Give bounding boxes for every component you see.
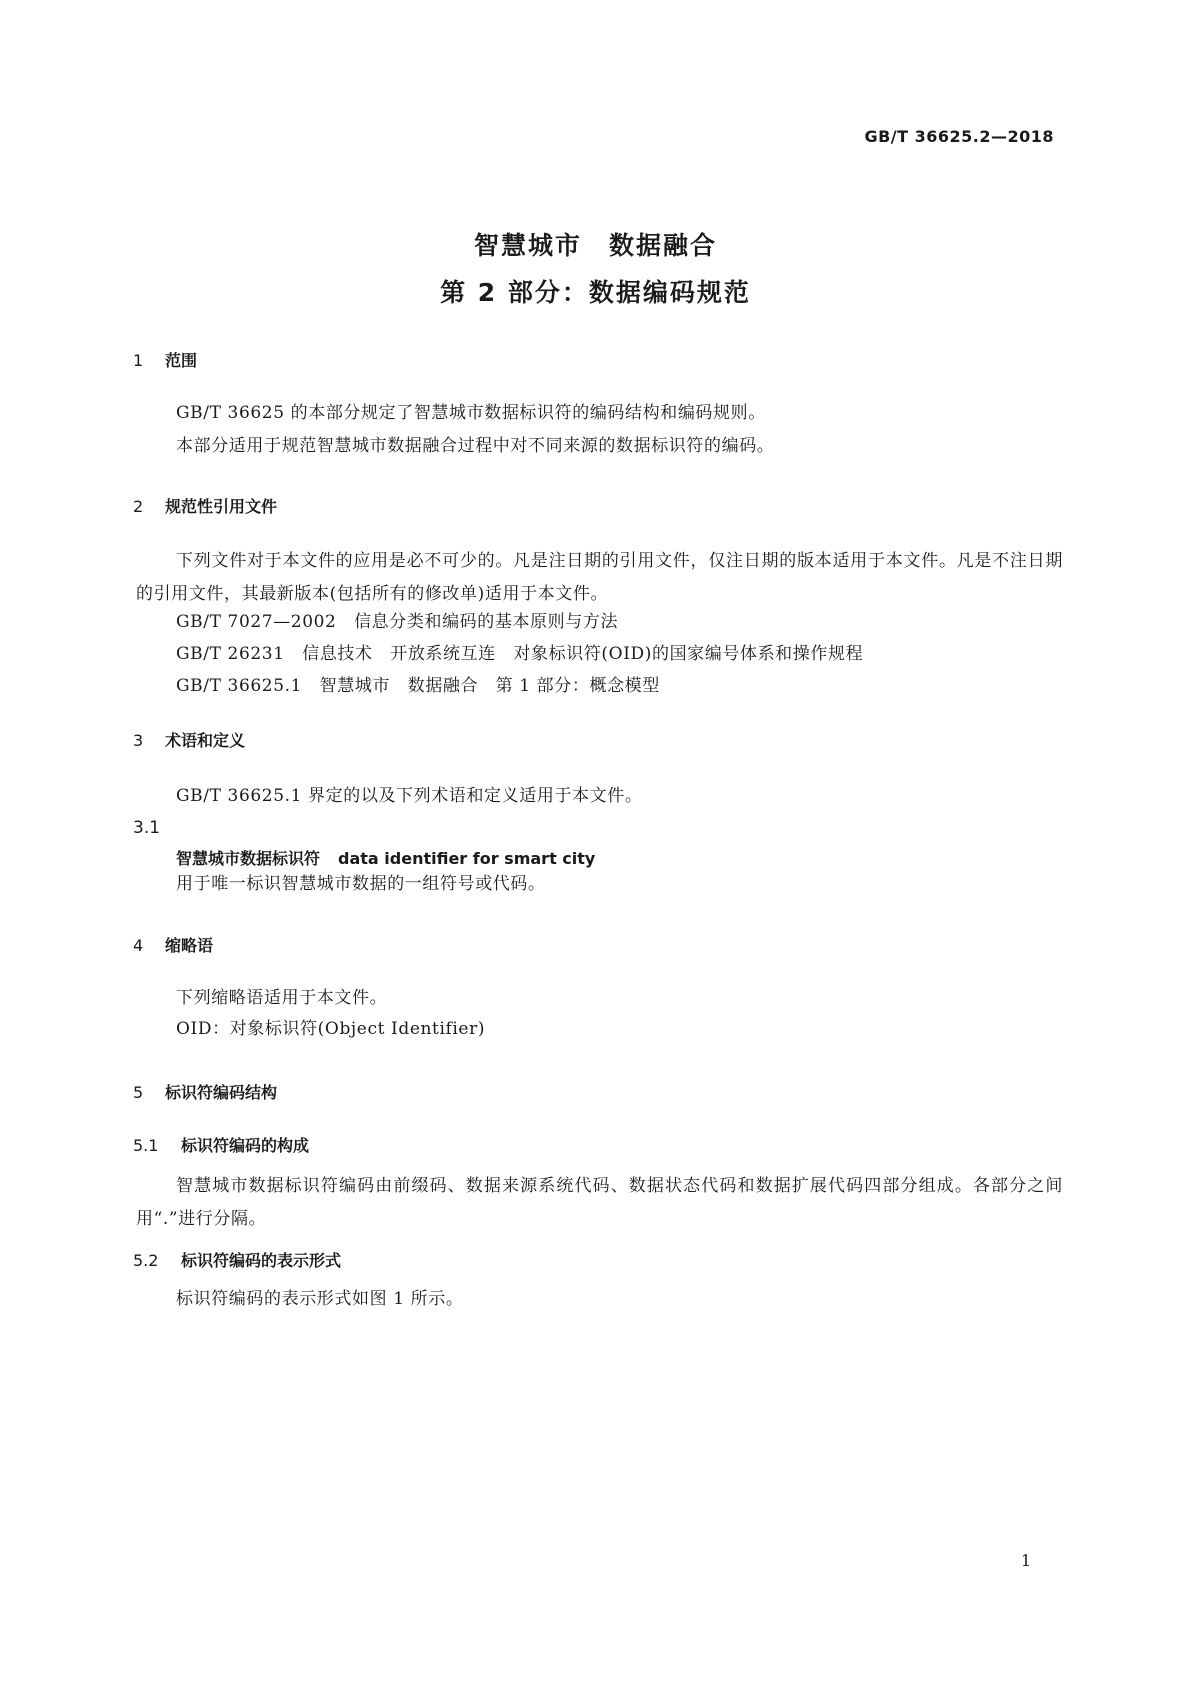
section-1-paragraph-2: 本部分适用于规范智慧城市数据融合过程中对不同来源的数据标识符的编码。 [176,436,775,456]
term-chinese: 智慧城市数据标识符 [176,849,321,868]
section-1-paragraph-1: GB/T 36625 的本部分规定了智慧城市数据标识符的编码结构和编码规则。 [176,403,766,423]
section-title: 缩略语 [165,936,214,955]
section-5-1-heading [133,1133,309,1156]
abbreviation-oid: OID：对象标识符(Object Identifier) [176,1019,486,1039]
section-number: 3 [133,731,144,750]
section-5-1-paragraph: 智慧城市数据标识符编码由前缀码、数据来源系统代码、数据状态代码和数据扩展代码四部分组成。各部分之间用“.”进行分隔。 [136,1176,1063,1229]
section-4-heading [133,933,213,956]
subsection-number: 5.2 [133,1251,159,1270]
section-5-2-paragraph: 标识符编码的表示形式如图 1 所示。 [176,1289,464,1309]
term-definition: 用于唯一标识智慧城市数据的一组符号或代码。 [176,874,546,894]
page-number: 1 [1020,1551,1031,1570]
section-2-heading [133,494,277,517]
standard-number: GB/T 36625.2—2018 [864,127,1054,146]
section-title: 规范性引用文件 [165,497,278,516]
term-entry [176,846,595,869]
section-number: 2 [133,497,144,516]
term-english: data identifier for smart city [338,849,596,868]
section-title: 范围 [165,351,198,370]
section-5-2-heading [133,1248,341,1271]
section-3-paragraph-1: GB/T 36625.1 界定的以及下列术语和定义适用于本文件。 [176,786,643,806]
section-5-heading [133,1080,277,1103]
term-number: 3.1 [133,818,161,838]
reference-3: GB/T 36625.1 智慧城市 数据融合 第 1 部分：概念模型 [176,676,660,696]
section-number: 5 [133,1083,144,1102]
subsection-number: 5.1 [133,1136,159,1155]
subsection-title: 标识符编码的构成 [181,1136,310,1155]
section-number: 1 [133,351,144,370]
section-3-heading [133,728,245,751]
document-title-line2: 第 2 部分：数据编码规范 [440,278,751,307]
document-title-line1: 智慧城市 数据融合 [473,231,717,260]
section-number: 4 [133,936,144,955]
section-title: 标识符编码结构 [165,1083,278,1102]
section-2-paragraph-1: 下列文件对于本文件的应用是必不可少的。凡是注日期的引用文件，仅注日期的版本适用于本文件。凡是不注日期的引用文件，其最新版本(包括所有的修改单)适用于本文件。 [136,551,1063,604]
reference-2: GB/T 26231 信息技术 开放系统互连 对象标识符(OID)的国家编号体系和操作规程 [176,644,864,664]
section-4-paragraph-1: 下列缩略语适用于本文件。 [176,988,388,1008]
reference-1: GB/T 7027—2002 信息分类和编码的基本原则与方法 [176,612,619,632]
section-title: 术语和定义 [165,731,246,750]
subsection-title: 标识符编码的表示形式 [181,1251,342,1270]
section-1-heading [133,348,197,371]
